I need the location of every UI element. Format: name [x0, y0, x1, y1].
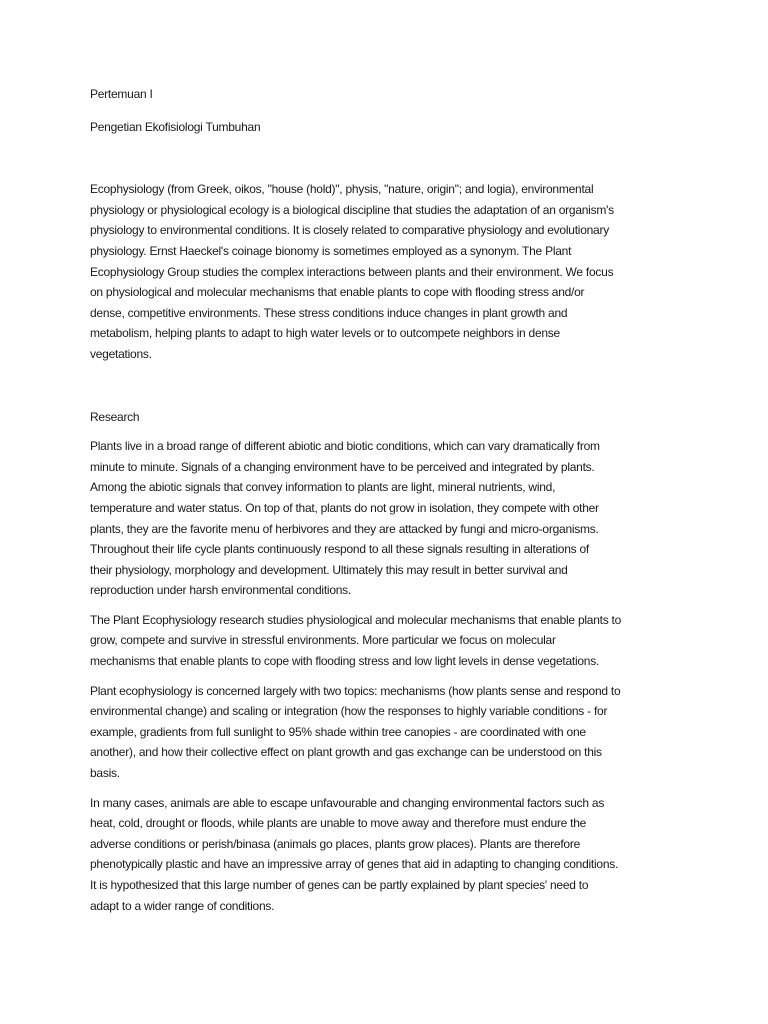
paragraph-line: plants, they are the favorite menu of herbivores and they are attacked by fungi and micro-organisms. — [90, 521, 599, 536]
paragraph-line: vegetations. — [90, 346, 152, 361]
paragraph-research — [90, 436, 690, 601]
paragraph-topics — [90, 681, 690, 784]
paragraph-line: Throughout their life cycle plants continuously respond to all these signals resulting in alterations of — [90, 542, 589, 557]
document-heading-title: Pengetian Ekofisiologi Tumbuhan — [90, 119, 261, 134]
paragraph-line: physiology to environmental conditions. It is closely related to comparative physiology and evolutionary — [90, 223, 609, 238]
paragraph-line: metabolism, helping plants to adapt to high water levels or to outcompete neighbors in dense — [90, 326, 560, 341]
paragraph-animals-vs-plants — [90, 793, 690, 917]
document-heading-meeting: Pertemuan I — [90, 87, 153, 101]
paragraph-line: phenotypically plastic and have an impressive array of genes that aid in adapting to changing conditions. — [90, 857, 619, 872]
paragraph-line: heat, cold, drought or floods, while plants are unable to move away and therefore must endure the — [90, 816, 587, 831]
paragraph-line: on physiological and molecular mechanisms that enable plants to cope with flooding stress and/or — [90, 285, 585, 300]
paragraph-line: environmental change) and scaling or integration (how the responses to highly variable conditions - for — [90, 704, 608, 719]
paragraph-plant-ecophysiology-research — [90, 610, 690, 672]
paragraph-line: example, gradients from full sunlight to 95% shade within tree canopies - are coordinated with one — [90, 724, 586, 739]
paragraph-line: It is hypothesized that this large number of genes can be partly explained by plant species' need to — [90, 878, 589, 892]
paragraph-line: dense, competitive environments. These stress conditions induce changes in plant growth and — [90, 305, 568, 320]
paragraph-line: Ecophysiology Group studies the complex interactions between plants and their environment. We focus — [90, 264, 614, 279]
paragraph-line: adapt to a wider range of conditions. — [90, 898, 275, 913]
document-page — [90, 84, 690, 916]
paragraph-line: mechanisms that enable plants to cope with flooding stress and low light levels in dense vegetations. — [90, 654, 600, 669]
paragraph-line: adverse conditions or perish/binasa (animals go places, plants grow places). Plants are therefore — [90, 836, 581, 851]
paragraph-line: The Plant Ecophysiology research studies physiological and molecular mechanisms that enable plants to — [90, 612, 622, 627]
paragraph-line: physiology or physiological ecology is a biological discipline that studies the adaptation of an organism's — [90, 202, 614, 217]
paragraph-line: another), and how their collective effect on plant growth and gas exchange can be understood on this — [90, 745, 602, 760]
paragraph-line: Among the abiotic signals that convey information to plants are light, mineral nutrients, wind, — [90, 480, 556, 495]
paragraph-line: grow, compete and survive in stressful environments. More particular we focus on molecular — [90, 633, 556, 648]
paragraph-ecophysiology — [90, 179, 690, 364]
paragraph-line: minute to minute. Signals of a changing environment have to be perceived and integrated by plants. — [90, 459, 595, 474]
paragraph-line: temperature and water status. On top of that, plants do not grow in isolation, they compete with other — [90, 500, 599, 515]
paragraph-line: Ecophysiology (from Greek, oikos, "house (hold)", physis, "nature, origin"; and logia), environmental — [90, 182, 594, 197]
paragraph-line: Plants live in a broad range of different abiotic and biotic conditions, which can vary dramatically from — [90, 439, 600, 454]
paragraph-line: basis. — [90, 766, 120, 781]
paragraph-line: reproduction under harsh environmental conditions. — [90, 583, 351, 598]
paragraph-line: Plant ecophysiology is concerned largely with two topics: mechanisms (how plants sense and respond to — [90, 683, 621, 698]
paragraph-line: physiology. Ernst Haeckel's coinage bionomy is sometimes employed as a synonym. The Plant — [90, 243, 572, 258]
paragraph-line: their physiology, morphology and development. Ultimately this may result in better survival and — [90, 562, 568, 577]
paragraph-line: In many cases, animals are able to escape unfavourable and changing environmental factors such as — [90, 795, 605, 810]
section-heading-research: Research — [90, 409, 140, 424]
